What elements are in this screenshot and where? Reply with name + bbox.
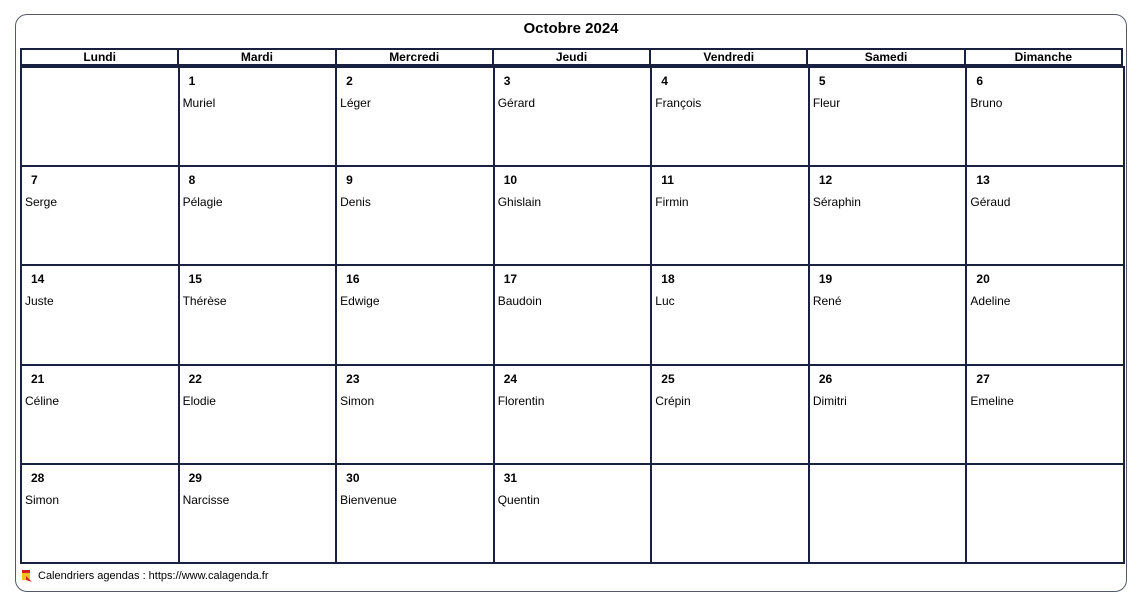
footer <box>22 570 269 582</box>
day-cell <box>808 165 968 266</box>
saint-name: René <box>812 294 842 309</box>
saint-name: Juste <box>25 294 54 309</box>
weekday-thursday: Jeudi <box>492 48 651 66</box>
day-number: 24 <box>503 371 518 386</box>
saint-name: Pélagie <box>182 195 223 210</box>
calendar-title: Octobre 2024 <box>523 20 619 37</box>
day-cell <box>178 364 338 465</box>
day-cell <box>20 463 180 564</box>
day-cell <box>493 66 653 167</box>
day-number: 22 <box>188 371 202 386</box>
day-cell <box>808 264 968 365</box>
day-cell <box>493 264 653 365</box>
day-number: 11 <box>661 173 674 188</box>
footer-text: Calendriers agendas : https://www.calagenda.fr <box>38 570 269 582</box>
saint-name: Ghislain <box>497 195 542 210</box>
saint-name: Simon <box>25 492 60 507</box>
saint-name: Baudoin <box>497 294 542 309</box>
saint-name: Adeline <box>970 294 1011 309</box>
day-cell <box>650 66 810 167</box>
day-number: 15 <box>188 272 202 287</box>
saint-name: Thérèse <box>182 294 227 309</box>
saint-name: Dimitri <box>812 393 847 408</box>
weekday-wednesday: Mercredi <box>335 48 494 66</box>
day-number: 14 <box>31 272 45 287</box>
day-cell <box>20 165 180 266</box>
day-cell <box>20 66 180 167</box>
day-cell <box>178 165 338 266</box>
day-cell <box>493 463 653 564</box>
day-number: 13 <box>976 173 990 188</box>
saint-name: Léger <box>340 96 371 110</box>
day-number: 1 <box>188 74 196 88</box>
day-cell <box>335 264 495 365</box>
day-number: 21 <box>31 371 45 386</box>
saint-name: Serge <box>25 195 58 210</box>
day-number: 3 <box>503 74 511 88</box>
day-number: 23 <box>346 371 360 386</box>
day-cell <box>808 66 968 167</box>
day-cell <box>20 264 180 365</box>
calendar-logo-icon <box>22 570 32 582</box>
day-cell <box>965 66 1125 167</box>
day-number: 6 <box>976 74 984 88</box>
saint-name: Fleur <box>812 96 841 110</box>
saint-name: Denis <box>340 195 371 210</box>
day-cell <box>965 463 1125 564</box>
saint-name: Muriel <box>182 96 216 110</box>
day-number: 31 <box>503 470 518 485</box>
saint-name: Quentin <box>497 492 540 507</box>
weekday-header <box>20 48 1123 66</box>
saint-name: Bruno <box>970 96 1003 110</box>
day-number: 19 <box>818 272 833 287</box>
saint-name: Emeline <box>970 393 1014 408</box>
saint-name: Firmin <box>655 195 689 210</box>
saint-name: Géraud <box>970 195 1011 210</box>
day-cell <box>808 463 968 564</box>
weekday-tuesday: Mardi <box>177 48 336 66</box>
day-number: 9 <box>346 173 353 188</box>
day-number: 28 <box>31 470 45 485</box>
day-number: 8 <box>188 173 196 188</box>
day-number: 2 <box>346 74 353 88</box>
saint-name: Florentin <box>497 393 545 408</box>
day-number: 30 <box>346 470 360 485</box>
day-cell <box>493 364 653 465</box>
day-number: 17 <box>503 272 518 287</box>
day-cell <box>493 165 653 266</box>
day-cell <box>335 165 495 266</box>
day-number: 7 <box>31 173 38 188</box>
day-cell <box>335 463 495 564</box>
weekday-monday: Lundi <box>20 48 179 66</box>
saint-name: Crépin <box>655 393 691 408</box>
day-cell <box>965 364 1125 465</box>
day-number: 10 <box>503 173 518 188</box>
day-cell <box>808 364 968 465</box>
day-cell <box>335 364 495 465</box>
day-cell <box>650 463 810 564</box>
day-cell <box>965 264 1125 365</box>
day-cell <box>178 66 338 167</box>
saint-name: Narcisse <box>182 492 230 507</box>
day-number: 5 <box>818 74 826 88</box>
saint-name: Céline <box>25 393 60 408</box>
saint-name: Luc <box>655 294 675 309</box>
day-cell <box>650 264 810 365</box>
weekday-sunday: Dimanche <box>964 48 1123 66</box>
day-cell <box>178 463 338 564</box>
day-cell <box>650 364 810 465</box>
day-number: 26 <box>818 371 833 386</box>
day-cell <box>650 165 810 266</box>
day-cell <box>335 66 495 167</box>
day-cell <box>178 264 338 365</box>
saint-name: Bienvenue <box>340 492 397 507</box>
day-number: 12 <box>818 173 833 188</box>
saint-name: François <box>655 96 702 110</box>
day-cell <box>965 165 1125 266</box>
saint-name: Séraphin <box>812 195 861 210</box>
weekday-saturday: Samedi <box>806 48 965 66</box>
saint-name: Elodie <box>182 393 216 408</box>
calendar-grid <box>20 66 1123 562</box>
saint-name: Edwige <box>340 294 380 309</box>
day-number: 29 <box>188 470 202 485</box>
day-number: 20 <box>976 272 990 287</box>
day-cell <box>20 364 180 465</box>
day-number: 18 <box>661 272 675 287</box>
saint-name: Gérard <box>497 96 536 110</box>
day-number: 27 <box>976 371 990 386</box>
day-number: 25 <box>661 371 675 386</box>
weekday-friday: Vendredi <box>649 48 808 66</box>
saint-name: Simon <box>340 393 375 408</box>
day-number: 16 <box>346 272 360 287</box>
day-number: 4 <box>661 74 668 88</box>
